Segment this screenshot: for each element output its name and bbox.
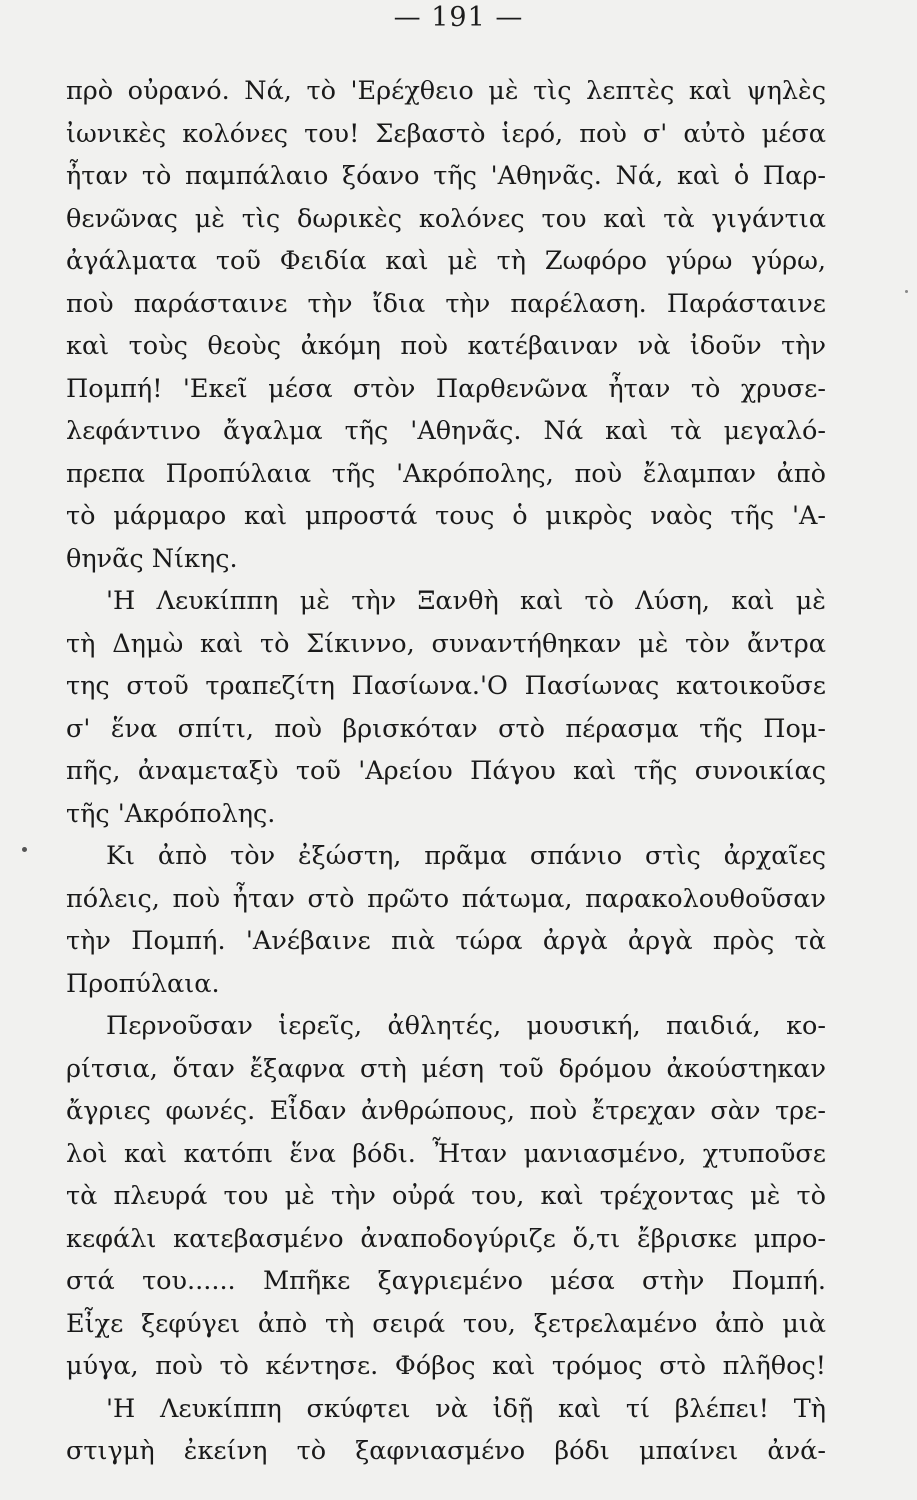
paper-speck — [905, 290, 908, 293]
text-line: κεφάλι κατεβασμένο ἀναποδογύριζε ὅ,τι ἔβρισκε μπρο- — [66, 1223, 826, 1254]
text-line: ἰωνικὲς κολόνες του! Σεβαστὸ ἱερό, ποὺ σ' αὐτὸ μέσα — [66, 118, 826, 149]
text-line: ποὺ παράσταινε τὴν ἴδια τὴν παρέλαση. Παράσταινε — [66, 288, 826, 319]
text-line: τὴν Πομπή. 'Ανέβαινε πιὰ τώρα ἀργὰ ἀργὰ πρὸς τὰ — [66, 926, 826, 956]
text-line: ρίτσια, ὅταν ἔξαφνα στὴ μέση τοῦ δρόμου ἀκούστηκαν — [66, 1053, 826, 1084]
text-line: Πομπή! 'Εκεῖ μέσα στὸν Παρθενῶνα ἦταν τὸ χρυσε- — [66, 373, 826, 404]
text-line: πῆς, ἀναμεταξὺ τοῦ 'Αρείου Πάγου καὶ τῆς συνοικίας — [66, 756, 826, 786]
text-line: λεφάντινο ἄγαλμα τῆς 'Αθηνᾶς. Νά καὶ τὰ μεγαλό- — [66, 416, 826, 446]
text-line: τὴ Δημὼ καὶ τὸ Σίκιννο, συναντήθηκαν μὲ τὸν ἄντρα — [66, 628, 826, 659]
paragraph-start-line: 'Η Λευκίππη σκύφτει νὰ ἰδῇ καὶ τί βλέπει! Τὴ — [106, 1393, 826, 1424]
text-line: Προπύλαια. — [66, 968, 220, 999]
text-line: ἦταν τὸ παμπάλαιο ξόανο τῆς 'Αθηνᾶς. Νά, καὶ ὁ Παρ- — [66, 161, 826, 191]
text-line: στά του...... Μπῆκε ξαγριεμένο μέσα στὴν Πομπή. — [66, 1266, 826, 1296]
text-line: λοὶ καὶ κατόπι ἕνα βόδι. Ἦταν μανιασμένο, χτυποῦσε — [66, 1138, 826, 1169]
text-line: ἀγάλματα τοῦ Φειδία καὶ μὲ τὴ Ζωφόρο γύρω γύρω, — [66, 246, 826, 276]
text-line: τὸ μάρμαρο καὶ μπροστά τους ὁ μικρὸς ναὸς τῆς 'Α- — [66, 501, 826, 531]
body-text — [66, 70, 826, 1473]
text-line: καὶ τοὺς θεοὺς ἀκόμη ποὺ κατέβαιναν νὰ ἰδοῦν τὴν — [66, 331, 826, 361]
text-line: στιγμὴ ἐκείνη τὸ ξαφνιασμένο βόδι μπαίνει ἀνά- — [66, 1436, 826, 1466]
text-line: πρὸ οὐρανό. Νά, τὸ 'Ερέχθειο μὲ τὶς λεπτὲς καὶ ψηλὲς — [66, 76, 826, 106]
text-line: πόλεις, ποὺ ἦταν στὸ πρῶτο πάτωμα, παρακολουθοῦσαν — [66, 883, 826, 914]
paragraph-start-line: Κι ἀπὸ τὸν ἐξώστη, πρᾶμα σπάνιο στὶς ἀρχαῖες — [106, 841, 826, 871]
text-line: θηνᾶς Νίκης. — [66, 543, 238, 574]
paragraph-start-line: 'Η Λευκίππη μὲ τὴν Ξανθὴ καὶ τὸ Λύση, καὶ μὲ — [106, 586, 826, 616]
text-line: σ' ἕνα σπίτι, ποὺ βρισκόταν στὸ πέρασμα τῆς Πομ- — [66, 713, 826, 744]
text-line: τὰ πλευρά του μὲ τὴν οὐρά του, καὶ τρέχοντας μὲ τὸ — [66, 1181, 826, 1211]
text-line: της στοῦ τραπεζίτη Πασίωνα.'Ο Πασίωνας κατοικοῦσε — [66, 671, 826, 701]
text-line: μύγα, ποὺ τὸ κέντησε. Φόβος καὶ τρόμος στὸ πλῆθος! — [66, 1351, 826, 1381]
text-line: θενῶνας μὲ τὶς δωρικὲς κολόνες του καὶ τὰ γιγάντια — [66, 203, 826, 234]
margin-mark — [22, 847, 27, 852]
text-line: Εἶχε ξεφύγει ἀπὸ τὴ σειρά του, ξετρελαμένο ἀπὸ μιὰ — [66, 1308, 826, 1339]
paragraph-start-line: Περνοῦσαν ἱερεῖς, ἀθλητές, μουσική, παιδιά, κο- — [106, 1011, 826, 1041]
text-line: τῆς 'Ακρόπολης. — [66, 798, 276, 829]
text-line: ἄγριες φωνές. Εἶδαν ἀνθρώπους, ποὺ ἔτρεχαν σὰν τρε- — [66, 1096, 826, 1126]
page-number: — 191 — — [393, 2, 524, 33]
text-line: πρεπα Προπύλαια τῆς 'Ακρόπολης, ποὺ ἔλαμπαν ἀπὸ — [66, 458, 826, 489]
